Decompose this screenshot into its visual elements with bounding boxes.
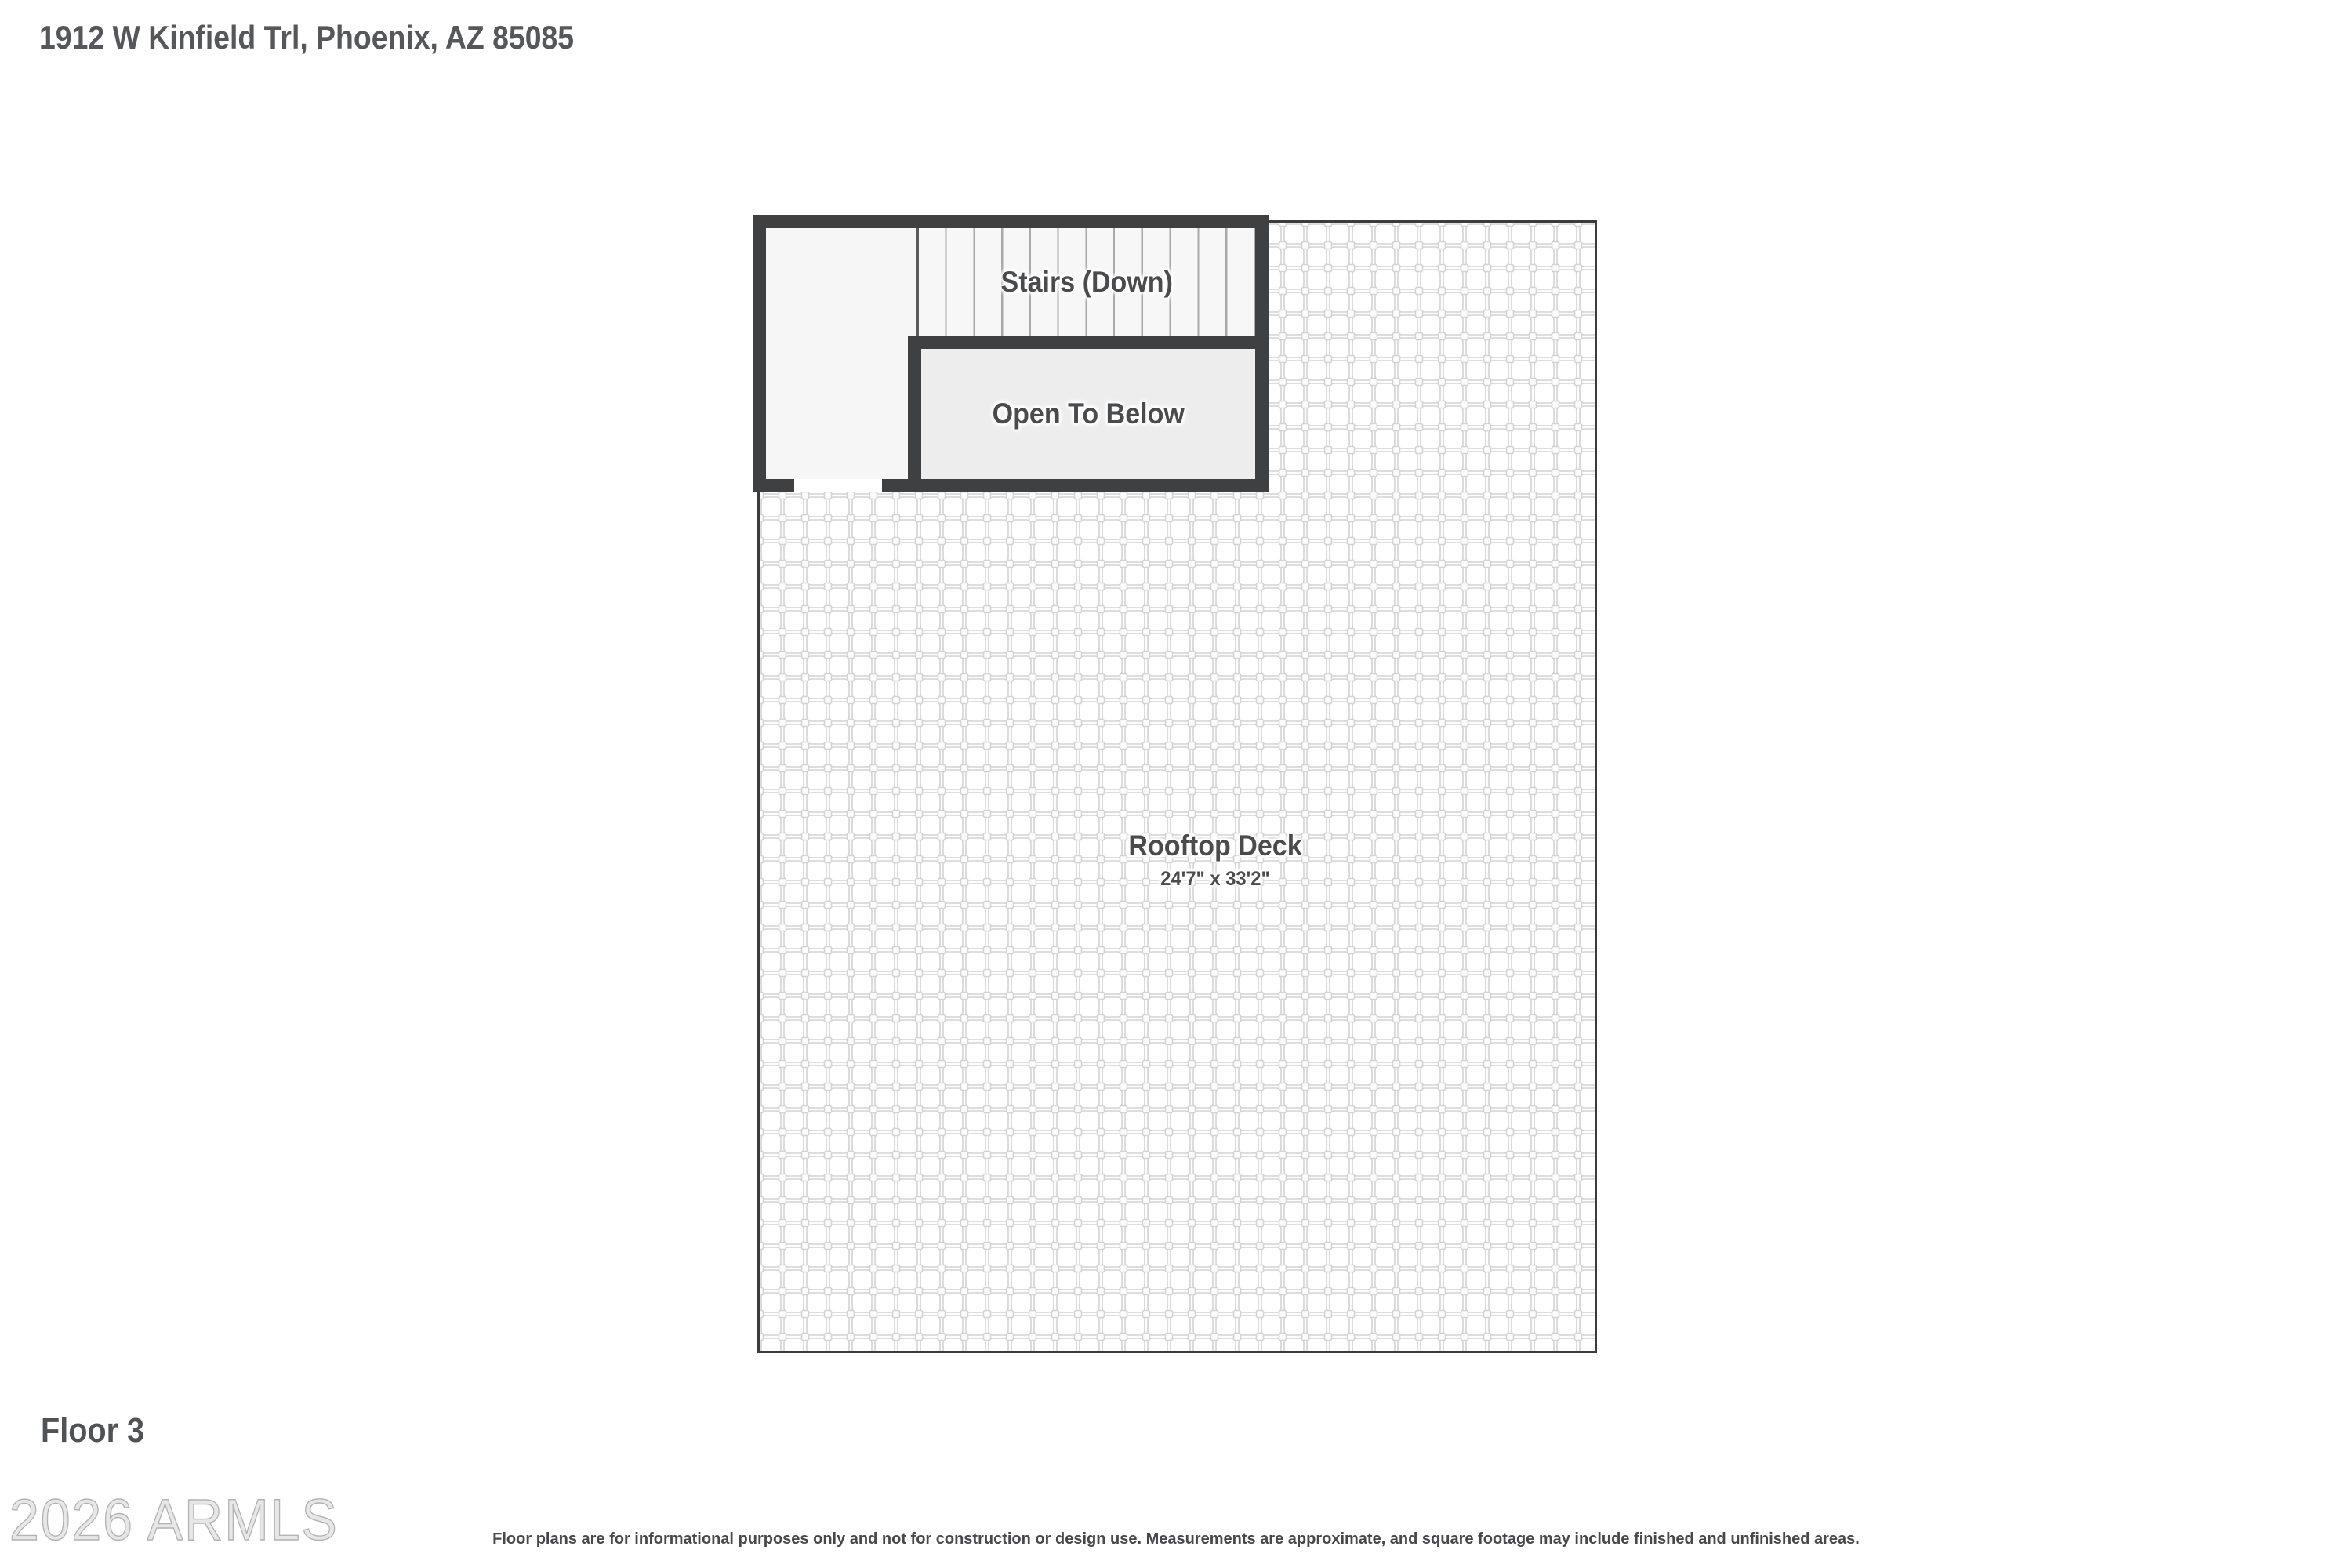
stairs-label-text: Stairs (Down) — [1000, 265, 1174, 298]
rooftop-deck-dimensions: 24'7" x 33'2" — [1160, 868, 1270, 890]
watermark: 2026 ARMLS — [9, 1487, 339, 1552]
wall-right — [1255, 215, 1269, 492]
open-to-below-label — [921, 349, 1255, 479]
stairs-label — [919, 228, 1255, 336]
wall-top — [753, 215, 1269, 228]
wall-open-to-below-left — [908, 336, 921, 492]
room-landing — [766, 228, 916, 479]
wall-open-to-below-top — [908, 336, 1269, 349]
rooftop-deck-label — [1058, 829, 1372, 891]
door-opening — [794, 479, 882, 492]
floor-label: Floor 3 — [41, 1411, 145, 1450]
disclaimer: Floor plans are for informational purposes only and not for construction or design use. Measurements are approximate, and square footage may include finished and unfinished areas. — [492, 1530, 1860, 1548]
open-to-below-label-text: Open To Below — [992, 397, 1185, 430]
wall-left — [753, 215, 766, 492]
rooftop-deck-name: Rooftop Deck — [1128, 829, 1302, 862]
address-title: 1912 W Kinfield Trl, Phoenix, AZ 85085 — [39, 19, 575, 56]
